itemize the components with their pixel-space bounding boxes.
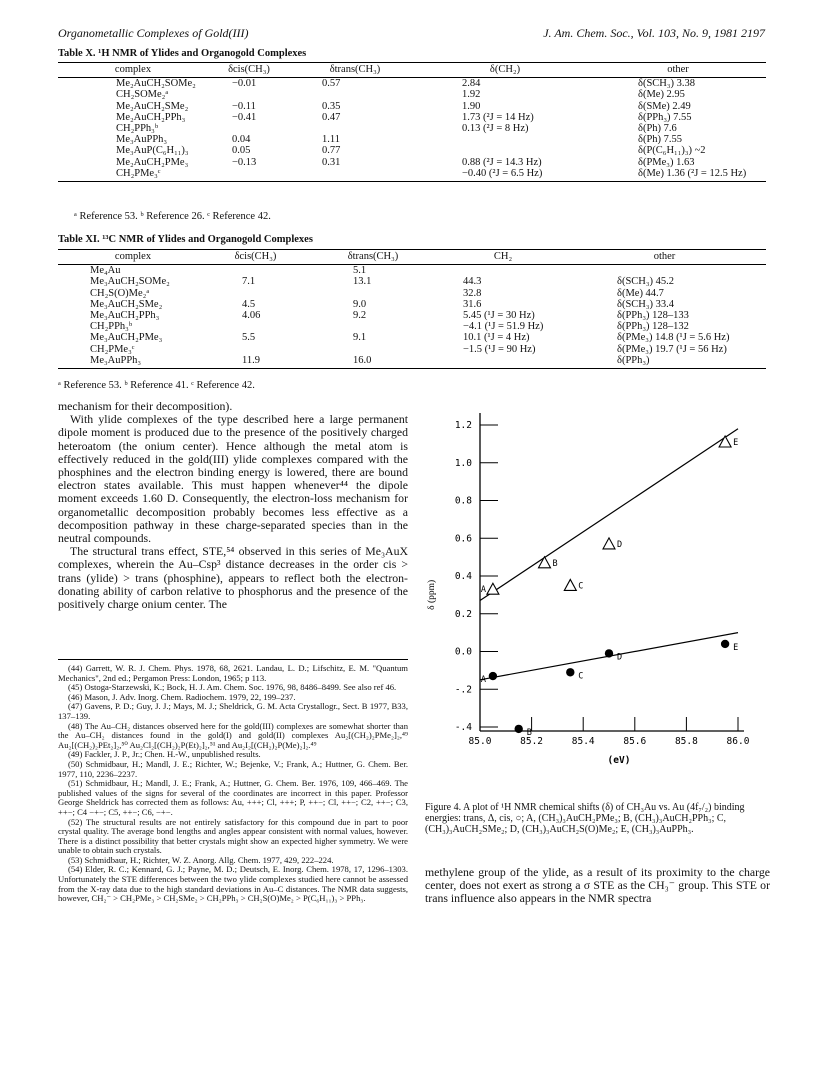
table-cell: [420, 134, 590, 145]
table-header-cell: complex: [58, 63, 208, 78]
table-cell: Me₂AuCH₂PPh₃: [116, 111, 186, 123]
table-cell: δ(SMe) 2.49: [638, 100, 691, 112]
table-cell: 9.1: [353, 332, 367, 344]
table-cell: 0.13 (²J = 8 Hz): [462, 123, 529, 135]
data-point-cis: [721, 640, 729, 648]
table-11: [58, 249, 766, 369]
table-cell: δ(PPh₃) 128–133: [617, 310, 689, 322]
table-cell: 0.77: [322, 145, 341, 157]
table-row: [58, 89, 766, 100]
table-cell: 4.5: [242, 298, 256, 310]
table-cell: 0.57: [322, 78, 341, 90]
table-cell: [443, 265, 563, 277]
table-cell: [208, 344, 303, 355]
table-row: [58, 112, 766, 123]
table-cell: δ(PMe₃) 1.63: [638, 156, 695, 168]
table-row: [58, 332, 766, 343]
data-point-cis: [605, 649, 613, 657]
table-row: [58, 78, 766, 90]
table-cell: 0.05: [232, 145, 251, 157]
table-header-cell: δtrans(CH₃): [290, 63, 420, 78]
table-cell: Me₃AuPPh₃: [116, 134, 168, 146]
table-header-cell: δcis(CH₃): [208, 250, 303, 265]
table-header-cell: δtrans(CH₃): [303, 250, 443, 265]
data-point-trans: [719, 436, 731, 447]
body-left: [58, 400, 408, 611]
table-cell: −1.5 (¹J = 90 Hz): [463, 343, 536, 355]
table-row: [58, 344, 766, 355]
y-tick-label: 0.8: [454, 495, 472, 507]
table-cell: [208, 288, 303, 299]
table-cell: [208, 168, 290, 182]
data-point-cis: [566, 668, 574, 676]
table-cell: [303, 288, 443, 299]
table-cell: 9.2: [353, 310, 367, 322]
table-cell: [443, 355, 563, 369]
reference-item: (48) The Au–CH₂ distances observed here for the gold(III) complexes are somewhat shorter than the Au–CH₂ distances found in the gold(I) and gold(II) complexes Au₂[(CH₂)₂PMe₂]₂,⁴⁹ Au₂[(CH₂)₂PEt₂]₂,⁵⁰ Au₂Cl₂[(CH₂)₂P(Et)₂]₂,⁵¹ and Au₂I₂[(CH₂)₂P(Me)₂]₂.⁴⁹: [58, 720, 408, 750]
table-10-caption: Table X. ¹H NMR of Ylides and Organogold Complexes: [58, 48, 307, 59]
point-label: C: [578, 671, 584, 682]
table-row: [58, 168, 766, 182]
table-row: [58, 101, 766, 112]
x-tick-label: 85.0: [468, 736, 492, 747]
table-cell: δ(PPh₃) 128–132: [617, 321, 689, 333]
table-cell: −0.01: [232, 78, 257, 90]
table-cell: −0.11: [232, 100, 256, 112]
table-cell: Me₂AuCH₂PMe₃: [116, 156, 189, 168]
table-cell: δ(Ph) 7.55: [638, 134, 683, 146]
table-11-caption: Table XI. ¹³C NMR of Ylides and Organogold Complexes: [58, 234, 313, 245]
table-cell: δ(SCH₃) 33.4: [617, 298, 675, 310]
table-cell: 10.1 (¹J = 4 Hz): [463, 332, 530, 344]
reference-item: (46) Mason, J. Adv. Inorg. Chem. Radiochem. 1979, 22, 199–237.: [68, 691, 296, 702]
table-header-cell: CH₂: [443, 250, 563, 265]
data-point-cis: [515, 725, 523, 733]
table-cell: [303, 321, 443, 332]
y-axis-label: δ (ppm): [427, 579, 437, 610]
reference-item: (53) Schmidbaur, H.; Richter, W. Z. Anorg. Allg. Chem. 1977, 429, 222–224.: [68, 854, 334, 865]
table-cell: 44.3: [463, 276, 482, 288]
running-title: Organometallic Complexes of Gold(III): [58, 26, 249, 40]
body-paragraph: With ylide complexes of the type described here a large permanent dipole moment is produced due to the presence of the positively charged heteroatom (the onium center). Hence although the metal atom is effectively reduced in the gold(III) ylide complexes compared with the phosphines and the electron binding energy is lowered, there are bound electron states available. This must happen whenever⁴⁴ the dipole moment exceeds 1.60 D. Consequently, the electron-loss mechanism for organometallic decomposition probably becomes less effective as a decomposition pathway in these charge-separated species than in the neutral compounds.: [58, 412, 408, 546]
body-right: methylene group of the ylide, as a result of its proximity to the charge center, does not exert as strong a σ STE as the CH₃⁻ group. This STE or trans influence also appears in the NMR spectra: [425, 865, 770, 906]
table-cell: 7.1: [242, 276, 256, 288]
table-cell: −0.41: [232, 111, 257, 123]
point-label: E: [733, 642, 739, 653]
table-row: [58, 157, 766, 168]
table-cell: δ(PMe₃) 19.7 (¹J = 56 Hz): [617, 343, 727, 355]
table-cell: [208, 123, 290, 134]
y-tick-label: 0.6: [454, 533, 472, 545]
table-cell: CH₂PPh₃ᵇ: [90, 321, 133, 333]
point-label: D: [617, 652, 623, 663]
data-point-cis: [489, 672, 497, 680]
table-cell: −4.1 (¹J = 51.9 Hz): [463, 321, 544, 333]
table-row: [58, 299, 766, 310]
table-cell: 1.11: [322, 134, 340, 146]
body-paragraph: The structural trans effect, STE,⁵⁴ observed in this series of Me₃AuX complexes, wherein the Au–Csp³ distance decreases in the order cis > trans (ylide) > trans (phosphine), appears to reflect both the electron-donating ability of carbon relative to phosphorus and the presence of the positively charge onium center. The: [58, 544, 408, 612]
table-cell: 1.90: [462, 100, 481, 112]
table-cell: 1.73 (²J = 14 Hz): [462, 111, 534, 123]
figure-4-plot: [420, 405, 765, 800]
reference-item: (54) Elder, R. C.; Kennard, G. J.; Payne, M. D.; Deutsch, E. Inorg. Chem. 1978, 17, 1296–1303. Unfortunately the STE differences between the two ylide complexes studied here cannot be assessed from the X-ray data due to the high standard deviations in Au–C distances. The NMR data suggests, however, CH₂⁻ > CH₂PMe₃ > CH₂SMe₂ > CH₂PPh₃ > CH₂S(O)Me₂ > P(C₆H₁₁)₃ > PPh₃.: [58, 864, 408, 904]
table-cell: Me₃AuCH₂PPh₃: [90, 310, 160, 322]
table-cell: δ(PPh₃) 7.55: [638, 111, 692, 123]
reference-item: (52) The structural results are not entirely satisfactory for this compound due in part to poor crystal quality. The average bond lengths and angles appear consistent with normal values, however. There is a distinct possibility that better crystals might show an expected higher symmetry. We were unable to obtain such crystals.: [58, 816, 408, 856]
x-tick-label: 86.0: [726, 736, 750, 747]
table-cell: 1.92: [462, 89, 481, 101]
reference-item: (51) Schmidbaur, H.; Mandl, J. E.; Frank, A.; Huttner, G. Chem. Ber. 1976, 109, 466–469. The published values of the signs for several of the coordinates are incorrect in this paper. Professor George Sheldrick has corrected them as follows: Au, +++; Cl, +++; P, ++−; Cl, ++−; C2, ++−; C3, ++−; C4 −+−; C5, ++−; C6, −+−.: [58, 778, 408, 817]
point-label: A: [480, 675, 487, 686]
x-tick-label: 85.8: [674, 736, 698, 747]
x-tick-label: 85.2: [520, 736, 544, 747]
table-cell: 0.04: [232, 134, 251, 146]
references: [58, 664, 408, 904]
table-row: [58, 288, 766, 299]
x-tick-label: 85.6: [623, 736, 647, 747]
data-point-trans: [539, 557, 551, 568]
table-header-cell: other: [590, 63, 766, 78]
table-cell: Me₄Au: [90, 265, 121, 277]
table-cell: [290, 168, 420, 182]
table-cell: [303, 344, 443, 355]
table-cell: Me₃AuCH₂SMe₂: [90, 298, 163, 310]
table-cell: Me₃AuCH₂PMe₃: [90, 332, 163, 344]
table-cell: CH₂S(O)Me₂ᵃ: [90, 287, 150, 299]
table-row: [58, 265, 766, 277]
x-tick-label: 85.4: [571, 736, 595, 747]
point-label: A: [480, 585, 487, 596]
table-cell: −0.13: [232, 156, 257, 168]
table-cell: [563, 265, 766, 277]
fit-line: [480, 429, 738, 601]
table-cell: [208, 89, 290, 100]
table-row: [58, 145, 766, 156]
point-label: B: [552, 558, 558, 569]
y-tick-label: -.2: [454, 684, 472, 696]
table-header-cell: δ(CH₂): [420, 63, 590, 78]
point-label: E: [733, 437, 739, 448]
table-cell: δ(Me) 44.7: [617, 287, 664, 299]
references-rule: [58, 659, 408, 660]
table-cell: [208, 265, 303, 277]
reference-item: (50) Schmidbaur, H.; Mandl, J. E.; Richter, W.; Bejenke, V.; Frank, A.; Huttner, G. Chem. Ber. 1977, 110, 2236–2237.: [58, 758, 408, 779]
table-cell: δ(SCH₃) 45.2: [617, 276, 675, 288]
table-cell: CH₂PMe₃ᶜ: [58, 168, 208, 182]
table-cell: 16.0: [303, 355, 443, 369]
x-axis-label: (eV): [607, 755, 631, 766]
y-tick-label: 0.2: [454, 608, 472, 620]
table-cell: Me₂AuCH₂SOMe₂: [116, 78, 196, 90]
table-row: [58, 276, 766, 287]
table-cell: 0.35: [322, 100, 341, 112]
table-cell: CH₂SOMe₂ᵃ: [116, 89, 169, 101]
table-cell: δ(SCH₃) 3.38: [638, 78, 696, 90]
table-cell: 31.6: [463, 298, 482, 310]
table-row: [58, 355, 766, 369]
table-cell: δ(PMe₃) 14.8 (¹J = 5.6 Hz): [617, 332, 730, 344]
table-cell: CH₂PMe₃ᶜ: [90, 343, 135, 355]
table-header-cell: δcis(CH₃): [208, 63, 290, 78]
table-cell: 9.0: [353, 298, 367, 310]
table-cell: 2.84: [462, 78, 481, 90]
figure-4-caption: Figure 4. A plot of ¹H NMR chemical shifts (δ) of CH₃Au vs. Au (4f₇/₂) binding energies: trans, Δ, cis, ○; A, (CH₃)₃AuCH₂PMe₃; B, (CH₃)₃AuCH₂PPh₃; C, (CH₃)₃AuCH₂SMe₂; D, (CH₃)₃AuCH₂S(O)Me₂; E, (CH₃)₃AuPPh₃.: [425, 802, 745, 835]
table-row: [58, 134, 766, 145]
table-cell: δ(PPh₃): [563, 355, 766, 369]
table-row: [58, 123, 766, 134]
table-cell: 5.1: [353, 265, 367, 277]
data-point-trans: [603, 538, 615, 549]
table-cell: Me₃AuP(C₆H₁₁)₃: [116, 145, 189, 157]
table-cell: Me₃AuPPh₃: [58, 355, 208, 369]
table-cell: [290, 89, 420, 100]
reference-item: (44) Garrett, W. R. J. Chem. Phys. 1978, 68, 2621. Landau, L. D.; Lifschitz, E. M. "Quantum Mechanics", 2nd ed.; Pergamon Press: London, 1965; p 113.: [58, 663, 408, 683]
body-paragraph: mechanism for their decomposition).: [58, 399, 233, 413]
table-cell: 0.31: [322, 156, 341, 168]
point-label: B: [526, 727, 532, 738]
table-cell: CH₂PPh₃ᵇ: [116, 123, 159, 135]
table-11-footnote: ᵃ Reference 53. ᵇ Reference 41. ᶜ Reference 42.: [58, 380, 255, 391]
table-cell: δ(Me) 1.36 (²J = 12.5 Hz): [590, 168, 766, 182]
table-cell: 32.8: [463, 287, 482, 299]
y-tick-label: 0.4: [454, 571, 472, 582]
table-cell: 4.06: [242, 310, 261, 322]
table-cell: −0.40 (²J = 6.5 Hz): [420, 168, 590, 182]
table-row: [58, 310, 766, 321]
table-cell: 11.9: [208, 355, 303, 369]
y-tick-label: 1.0: [454, 457, 472, 469]
y-tick-label: -.4: [454, 722, 472, 733]
table-cell: Me₃AuCH₂SOMe₂: [90, 276, 170, 288]
reference-item: (45) Ostoga-Starzewski, K.; Bock, H. J. Am. Chem. Soc. 1976, 98, 8486–8499. See also ref 46.: [68, 682, 397, 693]
table-cell: 13.1: [353, 276, 372, 288]
table-cell: δ(P(C₆H₁₁)₃) ~2: [638, 145, 706, 157]
table-row: [58, 321, 766, 332]
reference-item: (49) Fackler, J. P., Jr.; Chen. H.-W., unpublished results.: [68, 749, 261, 760]
table-cell: [290, 123, 420, 134]
table-cell: δ(Me) 2.95: [638, 89, 685, 101]
reference-item: (47) Gavens, P. D.; Guy, J. J.; Mays, M. J.; Sheldrick, G. M. Acta Crystallogr., Sect. B 1977, B33, 137–139.: [58, 701, 408, 721]
table-cell: 0.88 (²J = 14.3 Hz): [462, 156, 542, 168]
table-10: [58, 62, 766, 182]
table-cell: 5.5: [242, 332, 256, 344]
table-header-cell: other: [563, 250, 766, 265]
y-tick-label: 0.0: [454, 646, 472, 658]
point-label: D: [617, 539, 623, 550]
y-tick-label: 1.2: [454, 420, 472, 431]
table-cell: 5.45 (¹J = 30 Hz): [463, 310, 535, 322]
data-point-trans: [564, 579, 576, 590]
table-cell: [208, 321, 303, 332]
table-cell: Me₂AuCH₂SMe₂: [116, 100, 189, 112]
table-cell: 0.47: [322, 111, 341, 123]
table-10-footnote: ᵃ Reference 53. ᵇ Reference 26. ᶜ Reference 42.: [74, 211, 271, 222]
table-cell: δ(Ph) 7.6: [638, 123, 677, 135]
table-header-cell: complex: [58, 250, 208, 265]
journal-citation: J. Am. Chem. Soc., Vol. 103, No. 9, 1981 2197: [543, 26, 765, 40]
table-cell: [420, 145, 590, 156]
point-label: C: [578, 581, 584, 592]
